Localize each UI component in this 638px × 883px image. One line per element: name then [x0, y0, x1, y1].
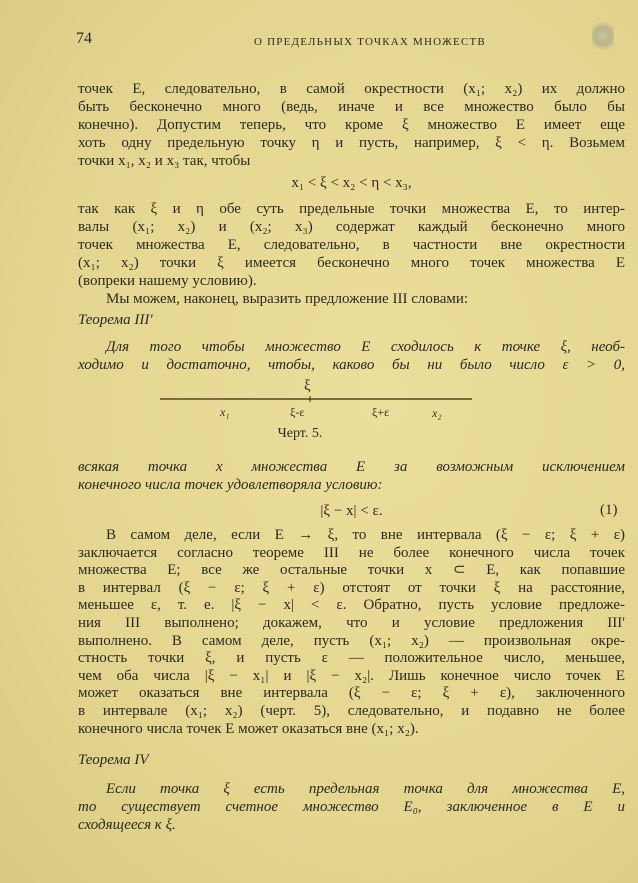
text-line: в интервал (ξ − ε; ξ + ε) отстоят от точки ξ на расстояние, [78, 579, 625, 596]
figure-label-xi-minus-eps: ξ-ε [290, 405, 305, 419]
text-line: может оказаться вне интервала (ξ − ε; ξ + ε), заключенного [78, 685, 625, 702]
text-line: то существует счетное множество E₀, заключенное в E и [78, 799, 625, 815]
text-line: заключается согласно теореме III не более конечного числа точек [78, 544, 625, 561]
text-line: (вопреки нашему условию). [78, 273, 257, 289]
text-line: чем оба числа |ξ − x₁| и |ξ − x₂|. Лишь конечное число точек E [78, 667, 625, 684]
text-line: конечно). Допустим теперь, что кроме ξ множество E имеет еще [78, 117, 625, 133]
text-line: хоть одну предельную точку η и пусть, например, ξ < η. Возьмем [78, 135, 625, 151]
theorem-3-title: Теорема III' [78, 312, 153, 328]
text-line: ния III выполнено; докажем, что и условие предложения III' [78, 615, 625, 631]
text-line: сходящееся к ξ. [78, 817, 176, 833]
figure-label-xi-plus-eps: ξ+ε [372, 405, 390, 419]
text-line: валы (x₁; x₂) и (x₂; x₃) содержат каждый бесконечно много [78, 219, 625, 235]
text-line: Для того чтобы множество E сходилось к точке ξ, необ- [106, 339, 625, 355]
text-line: точек множества E, следовательно, в частности вне окрестности [78, 237, 625, 253]
text-line: (x₁; x₂) точки ξ имеется бесконечно много точек множества E [78, 255, 625, 271]
figure-top-label: ξ [304, 378, 311, 394]
text-line: меньшее ε, т. е. |ξ − x| < ε. Обратно, пусть условие предложе- [78, 597, 625, 614]
text-line: множества E; все же остальные точки x ⊂ E, как попавшие [78, 562, 625, 579]
text-line: так как ξ и η обе суть предельные точки множества E, то интер- [78, 201, 625, 217]
text-line: точки x₁, x₂ и x₃ так, чтобы [78, 153, 251, 169]
text-line: в интервале (x₁; x₂) (черт. 5), следовательно, и подавно не более [78, 703, 625, 719]
text-line: конечного числа точек удовлетворяла условию: [78, 477, 383, 493]
formula-1: |ξ − x| < ε. [320, 503, 383, 519]
running-title: О ПРЕДЕЛЬНЫХ ТОЧКАХ МНОЖЕСТВ [254, 36, 486, 48]
text-line: стность точки ξ, и пусть ε — положительное число, меньшее, [78, 650, 625, 667]
figure-caption: Черт. 5. [277, 426, 323, 441]
text-line: выполнено. В самом деле, пусть (x₁; x₂) — произвольная окре- [78, 632, 625, 649]
text-line: всякая точка x множества E за возможным исключением [78, 459, 625, 475]
figure-label-x2: x₂ [432, 406, 442, 420]
text-line: ходимо и достаточно, чтобы, каково бы ни было число ε > 0, [78, 357, 625, 373]
text-line: Мы можем, наконец, выразить предложение III словами: [106, 291, 469, 307]
text-line: быть бесконечно много (ведь, иначе и все множество было бы [78, 99, 625, 115]
theorem-4-title: Теорема IV [78, 752, 149, 768]
text-line: Если точка ξ есть предельная точка для множества E, [106, 781, 625, 797]
equation-number: (1) [600, 502, 618, 518]
text-line: В самом деле, если E → ξ, то вне интервала (ξ − ε; ξ + ε) [106, 527, 625, 543]
formula-inequality-chain: x₁ < ξ < x₂ < η < x₃, [291, 175, 412, 191]
page-number: 74 [76, 30, 92, 47]
text-line: конечного числа точек E может оказаться вне (x₁; x₂). [78, 720, 419, 737]
figure-label-x1: x₁ [220, 405, 230, 419]
text-line: точек E, следовательно, в самой окрестности (x₁; x₂) их должно [78, 81, 625, 97]
